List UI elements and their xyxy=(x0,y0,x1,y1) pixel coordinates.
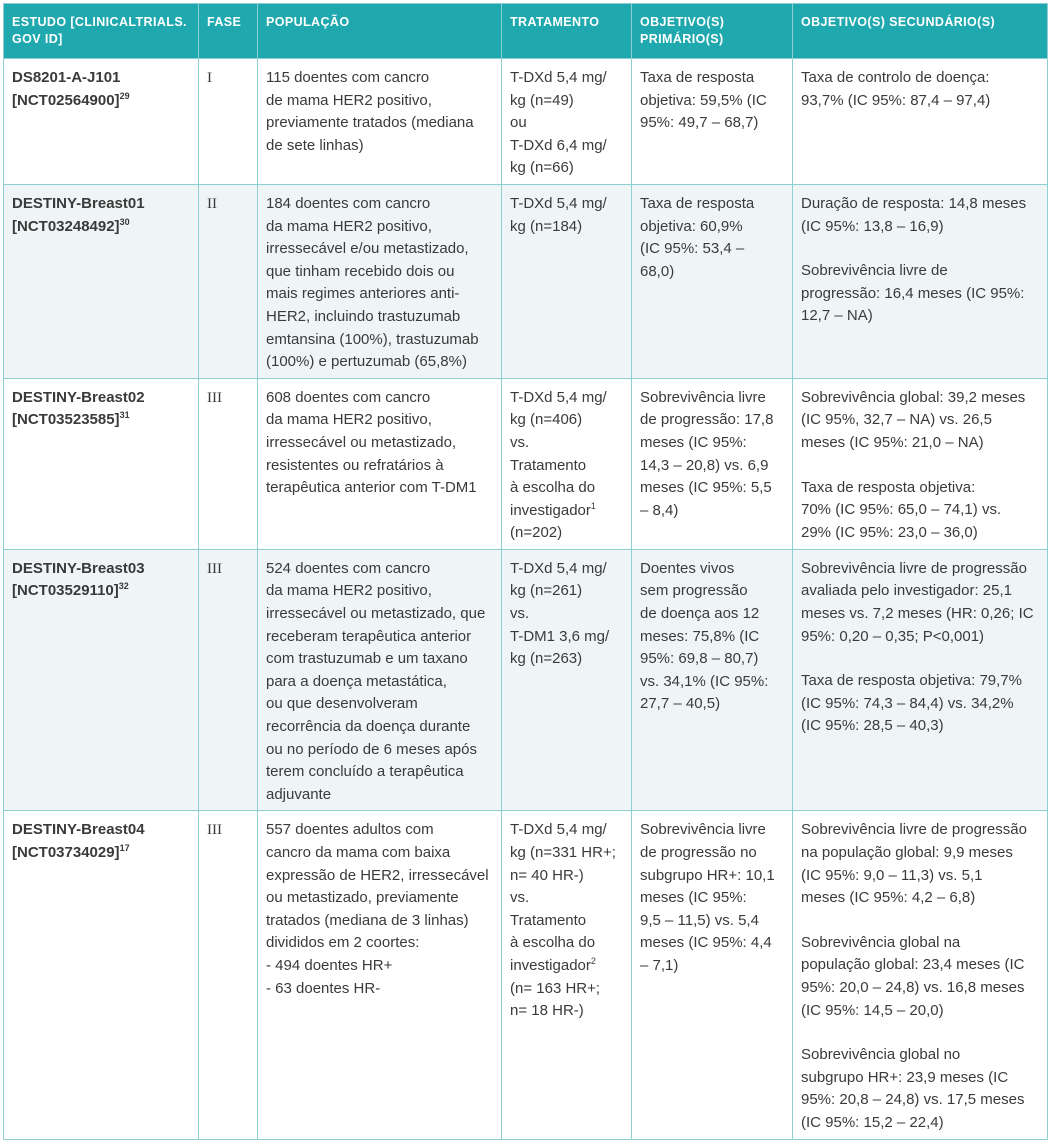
text-line: cancro da mama com baixa xyxy=(266,844,451,861)
text-line: à escolha do xyxy=(510,934,596,952)
text-line: objetiva: 59,5% (IC xyxy=(640,91,767,109)
text-line: - 494 doentes HR+ xyxy=(266,956,393,974)
text-line: vs. xyxy=(510,889,530,907)
text-line xyxy=(510,955,623,978)
text-line: kg (n=263) xyxy=(510,650,583,668)
text-line: avaliada pelo investigador: 25,1 xyxy=(801,582,1012,600)
text-line: 95%: 69,8 – 80,7) xyxy=(640,650,759,668)
text-line: meses (IC 95%: 4,2 – 6,8) xyxy=(801,889,976,907)
population-cell xyxy=(258,184,502,378)
reference-number: 30 xyxy=(119,216,130,227)
text-line: meses: 75,8% (IC xyxy=(640,627,760,645)
text-line: irressecável ou metastizado, que xyxy=(266,605,486,623)
text-line: HER2, incluindo trastuzumab xyxy=(266,307,461,325)
text-line: Sobrevivência livre xyxy=(640,821,766,839)
secondary-objective xyxy=(801,260,1039,328)
population-cell xyxy=(258,811,502,1139)
text-line: Sobrevivência global: 39,2 meses xyxy=(801,388,1026,406)
text-line: ou que desenvolveram xyxy=(266,695,418,713)
study-cell xyxy=(4,59,199,185)
text-line: T-DM1 3,6 mg/ xyxy=(510,627,610,645)
text-line: T-DXd 6,4 mg/ xyxy=(510,136,607,154)
study-id-text: [NCT03523585] xyxy=(12,411,120,429)
text-line: 12,7 – NA) xyxy=(801,307,873,325)
text-line: 95%: 20,0 – 24,8) vs. 16,8 meses xyxy=(801,978,1025,996)
text-line: T-DXd 5,4 mg/ xyxy=(510,69,607,86)
header-population xyxy=(258,4,502,59)
secondary-objective-cell xyxy=(793,811,1048,1139)
text-line: Tratamento xyxy=(510,911,587,929)
text-line: receberam terapêutica anterior xyxy=(266,627,472,645)
text-line: – 7,1) xyxy=(640,956,679,974)
text-line: Taxa de controlo de doença: xyxy=(801,69,990,86)
population-cell xyxy=(258,378,502,549)
text-line: ou xyxy=(510,114,527,132)
text-line: 27,7 – 40,5) xyxy=(640,695,721,713)
table-row xyxy=(4,811,1048,1139)
text-line: Tratamento xyxy=(510,456,587,474)
population-cell xyxy=(258,59,502,185)
text-line: (IC 95%: 14,5 – 20,0) xyxy=(801,1001,944,1019)
text-line: vs. xyxy=(510,433,530,451)
secondary-objective-cell xyxy=(793,378,1048,549)
text-line: DESTINY-Breast01 xyxy=(12,194,145,212)
text-line: 95%: 20,8 – 24,8) vs. 17,5 meses xyxy=(801,1091,1025,1109)
phase-value: III xyxy=(207,822,222,839)
treatment-cell xyxy=(502,378,632,549)
text-line: que tinham recebido dois ou xyxy=(266,262,455,280)
study-id-text: [NCT03734029] xyxy=(12,844,120,861)
primary-objective-cell xyxy=(632,811,793,1139)
phase-cell xyxy=(199,378,258,549)
study-id xyxy=(12,580,190,603)
text-line: ESTUDO [CLINICALTRIALS. xyxy=(12,15,187,29)
text-line: T-DXd 5,4 mg/ xyxy=(510,821,607,839)
table-row xyxy=(4,378,1048,549)
text-line: adjuvante xyxy=(266,785,332,803)
primary-objective-cell xyxy=(632,59,793,185)
text-line: Taxa de resposta objetiva: xyxy=(801,478,976,496)
text-line: expressão de HER2, irressecável xyxy=(266,866,489,884)
text-line: 14,3 – 20,8) vs. 6,9 xyxy=(640,456,769,474)
phase-cell xyxy=(199,811,258,1139)
text-line: sem progressão xyxy=(640,582,748,600)
text-line: 557 doentes adultos com xyxy=(266,821,434,839)
table-row xyxy=(4,184,1048,378)
text-line: irressecável ou metastizado, xyxy=(266,433,457,451)
text-line: objetiva: 60,9% xyxy=(640,217,743,235)
text-line: TRATAMENTO xyxy=(510,15,600,29)
study-cell xyxy=(4,549,199,811)
text-line: resistentes ou refratários à xyxy=(266,456,444,474)
text-line: 115 doentes com cancro xyxy=(266,69,430,86)
table-header-row xyxy=(4,4,1048,59)
treatment-cell xyxy=(502,549,632,811)
treatment-cell xyxy=(502,184,632,378)
text-line: (100%) e pertuzumab (65,8%) xyxy=(266,353,467,371)
text-line: recorrência da doença durante xyxy=(266,718,471,736)
study-id xyxy=(12,216,190,239)
phase-cell xyxy=(199,549,258,811)
text-line: meses (IC 95%: xyxy=(640,889,747,907)
text-line: 70% (IC 95%: 65,0 – 74,1) vs. xyxy=(801,501,1002,519)
text-line: meses (IC 95%: 5,5 xyxy=(640,479,772,497)
text-line: kg (n=261) xyxy=(510,582,583,600)
secondary-objective xyxy=(801,193,1039,238)
text-line: T-DXd 5,4 mg/ xyxy=(510,194,607,212)
text-line: Sobrevivência livre de xyxy=(801,262,948,280)
header-study xyxy=(4,4,199,59)
text-line: na população global: 9,9 meses xyxy=(801,844,1013,861)
text-line: Taxa de resposta xyxy=(640,194,755,212)
text-line: com trastuzumab e um taxano xyxy=(266,650,468,668)
text-line: 95%: 0,20 – 0,35; P<0,001) xyxy=(801,627,985,645)
footnote-marker: 2 xyxy=(590,955,596,966)
study-cell xyxy=(4,811,199,1139)
text-line: n= 40 HR-) xyxy=(510,866,584,884)
text-line: meses (IC 95%: 4,4 xyxy=(640,934,772,952)
treatment-text: investigador xyxy=(510,501,591,519)
secondary-objective xyxy=(801,1044,1039,1134)
text-line: kg (n=331 HR+; xyxy=(510,844,616,861)
text-line: ou no período de 6 meses após xyxy=(266,740,477,758)
text-line: kg (n=66) xyxy=(510,159,574,177)
text-line: 95%: 49,7 – 68,7) xyxy=(640,114,759,132)
treatment-cell xyxy=(502,59,632,185)
text-line: subgrupo HR+: 23,9 meses (IC xyxy=(801,1068,1009,1086)
text-line: meses (IC 95%: xyxy=(640,433,747,451)
text-line: T-DXd 5,4 mg/ xyxy=(510,388,607,406)
header-primary-objective xyxy=(632,4,793,59)
text-line: 68,0) xyxy=(640,262,675,280)
secondary-objective xyxy=(801,387,1039,455)
text-line: (IC 95%: 15,2 – 22,4) xyxy=(801,1113,944,1131)
secondary-objective-cell xyxy=(793,549,1048,811)
text-line: terapêutica anterior com T-DM1 xyxy=(266,479,477,497)
text-line: meses (IC 95%: 21,0 – NA) xyxy=(801,433,984,451)
text-line: Doentes vivos xyxy=(640,559,735,577)
text-line: da mama HER2 positivo, xyxy=(266,582,432,600)
reference-number: 29 xyxy=(119,90,130,101)
text-line: Sobrevivência global na xyxy=(801,933,961,951)
footnote-marker: 1 xyxy=(590,500,596,511)
study-id xyxy=(12,90,190,113)
reference-number: 32 xyxy=(118,581,129,592)
study-id-text: [NCT02564900] xyxy=(12,91,120,109)
text-line: progressão: 16,4 meses (IC 95%: xyxy=(801,284,1025,302)
text-line: Duração de resposta: 14,8 meses xyxy=(801,194,1027,212)
phase-value: III xyxy=(207,389,222,406)
text-line: (IC 95%: 53,4 – xyxy=(640,240,745,258)
text-line: FASE xyxy=(207,15,242,29)
text-line: mais regimes anteriores anti- xyxy=(266,285,460,303)
text-line: kg (n=184) xyxy=(510,217,583,235)
text-line: (n= 163 HR+; xyxy=(510,979,601,997)
phase-value: I xyxy=(207,70,212,86)
text-line: Taxa de resposta objetiva: 79,7% xyxy=(801,672,1022,690)
text-line: para a doença metastática, xyxy=(266,672,447,690)
header-treatment xyxy=(502,4,632,59)
text-line: DESTINY-Breast04 xyxy=(12,821,145,839)
phase-cell xyxy=(199,184,258,378)
clinical-trials-table xyxy=(3,3,1048,1140)
text-line: 9,5 – 11,5) vs. 5,4 xyxy=(640,911,759,929)
text-line: Taxa de resposta xyxy=(640,69,755,86)
text-line: DS8201-A-J101 xyxy=(12,69,121,86)
text-line: POPULAÇÃO xyxy=(266,15,350,29)
text-line: DESTINY-Breast02 xyxy=(12,388,145,406)
text-line: ou metastizado, previamente xyxy=(266,889,459,907)
table-row xyxy=(4,549,1048,811)
study-cell xyxy=(4,184,199,378)
text-line: da mama HER2 positivo, xyxy=(266,411,432,429)
text-line: à escolha do xyxy=(510,479,596,497)
secondary-objective xyxy=(801,819,1039,909)
primary-objective-cell xyxy=(632,549,793,811)
text-line: OBJETIVO(S) xyxy=(640,15,725,29)
text-line: GOV ID] xyxy=(12,32,63,46)
secondary-objective xyxy=(801,477,1039,545)
text-line: da mama HER2 positivo, xyxy=(266,217,432,235)
text-line: OBJETIVO(S) SECUNDÁRIO(S) xyxy=(801,15,996,29)
text-line: tratados (mediana de 3 linhas) xyxy=(266,911,469,929)
table-body xyxy=(4,59,1048,1140)
secondary-objective-cell xyxy=(793,59,1048,185)
text-line: 524 doentes com cancro xyxy=(266,559,431,577)
text-line: n= 18 HR-) xyxy=(510,1002,584,1020)
text-line: de progressão: 17,8 xyxy=(640,411,774,429)
text-line: 93,7% (IC 95%: 87,4 – 97,4) xyxy=(801,91,991,109)
header-secondary-objective xyxy=(793,4,1048,59)
text-line: terem concluído a terapêutica xyxy=(266,763,464,781)
secondary-objective xyxy=(801,67,1039,112)
text-line: (IC 95%: 28,5 – 40,3) xyxy=(801,717,944,735)
text-line: meses vs. 7,2 meses (HR: 0,26; IC xyxy=(801,605,1034,623)
text-line: de sete linhas) xyxy=(266,136,364,154)
phase-cell xyxy=(199,59,258,185)
text-line: (n=202) xyxy=(510,524,563,542)
secondary-objective xyxy=(801,558,1039,648)
reference-number: 17 xyxy=(119,843,130,853)
text-line: - 63 doentes HR- xyxy=(266,979,381,997)
study-id-text: [NCT03529110] xyxy=(12,582,119,600)
text-line: Sobrevivência livre de progressão xyxy=(801,821,1027,839)
secondary-objective xyxy=(801,932,1039,1022)
header-phase xyxy=(199,4,258,59)
reference-number: 31 xyxy=(119,410,130,421)
text-line: (IC 95%: 9,0 – 11,3) vs. 5,1 xyxy=(801,866,983,884)
text-line: Sobrevivência livre de progressão xyxy=(801,559,1027,577)
text-line: vs. xyxy=(510,605,530,623)
text-line: divididos em 2 coortes: xyxy=(266,934,420,952)
text-line: PRIMÁRIO(S) xyxy=(640,32,724,46)
text-line: emtansina (100%), trastuzumab xyxy=(266,330,479,348)
phase-value: III xyxy=(207,560,222,577)
text-line: 184 doentes com cancro xyxy=(266,194,431,212)
text-line: kg (n=406) xyxy=(510,411,583,429)
primary-objective-cell xyxy=(632,378,793,549)
text-line: – 8,4) xyxy=(640,501,679,519)
primary-objective-cell xyxy=(632,184,793,378)
study-cell xyxy=(4,378,199,549)
study-id-text: [NCT03248492] xyxy=(12,217,120,235)
text-line: de progressão no xyxy=(640,844,757,861)
treatment-cell xyxy=(502,811,632,1139)
text-line: (IC 95%: 13,8 – 16,9) xyxy=(801,217,944,235)
population-cell xyxy=(258,549,502,811)
text-line: (IC 95%, 32,7 – NA) vs. 26,5 xyxy=(801,411,992,429)
text-line: T-DXd 5,4 mg/ xyxy=(510,559,607,577)
text-line: Sobrevivência livre xyxy=(640,388,766,406)
text-line: 29% (IC 95%: 23,0 – 36,0) xyxy=(801,523,978,541)
text-line: subgrupo HR+: 10,1 xyxy=(640,866,775,884)
text-line: previamente tratados (mediana xyxy=(266,114,474,132)
text-line: de doença aos 12 xyxy=(640,605,760,623)
text-line: DESTINY-Breast03 xyxy=(12,559,145,577)
treatment-text: investigador xyxy=(510,956,591,974)
secondary-objective-cell xyxy=(793,184,1048,378)
study-id xyxy=(12,409,190,432)
text-line: kg (n=49) xyxy=(510,91,574,109)
table-row xyxy=(4,59,1048,185)
text-line: Sobrevivência global no xyxy=(801,1046,961,1064)
text-line: de mama HER2 positivo, xyxy=(266,91,432,109)
text-line: irressecável e/ou metastizado, xyxy=(266,240,469,258)
study-id xyxy=(12,842,190,865)
text-line: vs. 34,1% (IC 95%: xyxy=(640,672,769,690)
phase-value: II xyxy=(207,195,217,212)
text-line xyxy=(510,500,623,523)
text-line: 608 doentes com cancro xyxy=(266,388,431,406)
text-line: (IC 95%: 74,3 – 84,4) vs. 34,2% xyxy=(801,694,1014,712)
text-line: população global: 23,4 meses (IC xyxy=(801,956,1025,974)
secondary-objective xyxy=(801,670,1039,738)
